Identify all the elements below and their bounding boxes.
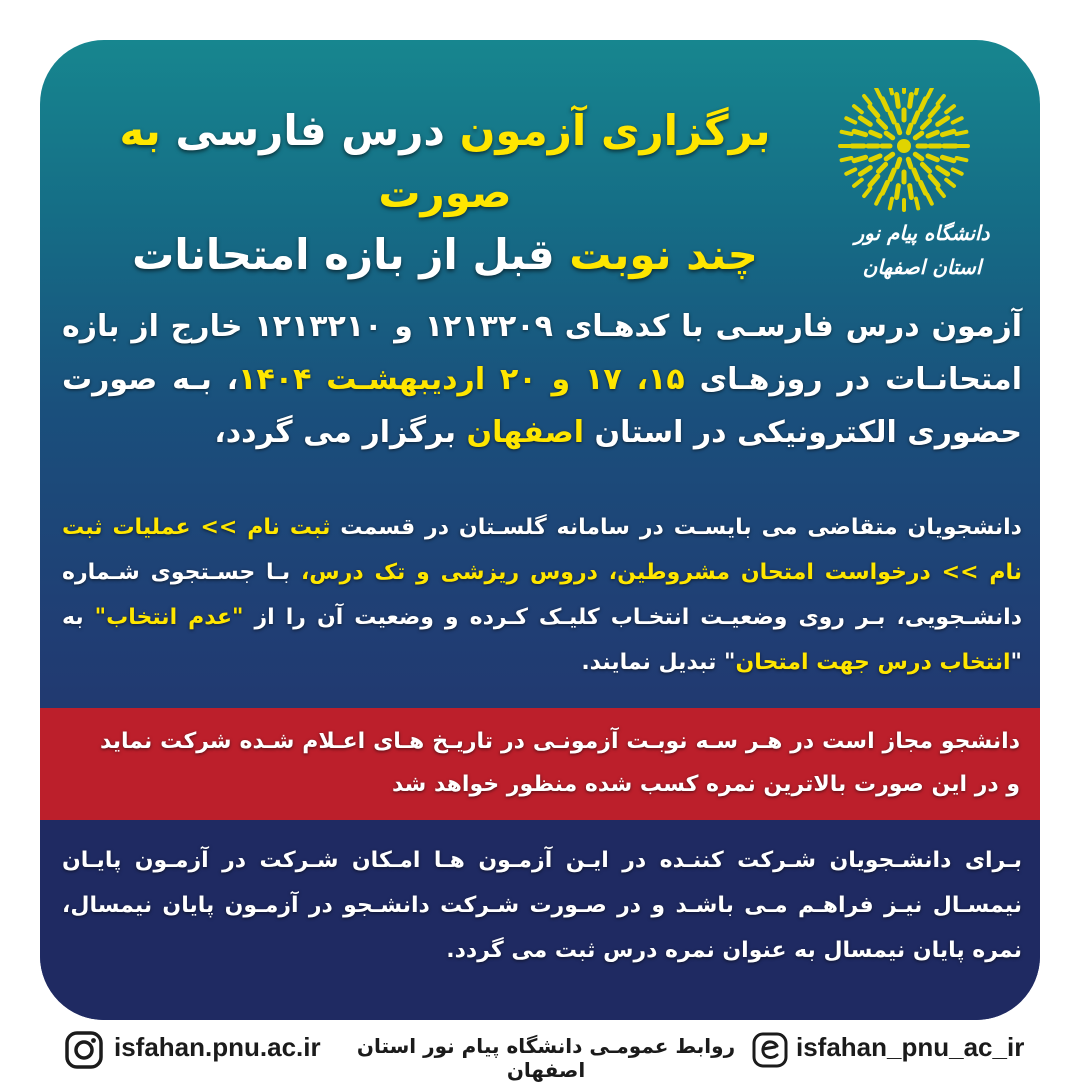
logo-ray: [897, 125, 900, 133]
logo-ray: [890, 199, 892, 209]
final-exam-notice: بـرای دانشـجویان شـرکت کننـده در ایـن آزمـون هـا امـکان شـرکت در آزمـون پایـان نیمسـال نیـز فراهـم مـی باشـد و در صـورت شـرکت دانشـجو در آزمـون پایان نیمسال، نمره پایان نیمسال به عنوان نمره درس ثبت می گردد.: [62, 848, 1022, 963]
page-title: [70, 100, 820, 286]
logo-ray: [942, 157, 954, 160]
logo-ray: [953, 118, 962, 122]
logo-ray: [922, 164, 929, 171]
logo-ray: [879, 121, 886, 128]
logo-ray: [942, 131, 954, 134]
public-relations-label: روابط عمومـی دانشگاه پیام نور استان اصفهان: [356, 1034, 736, 1082]
logo-ray: [957, 132, 967, 134]
title-part: چند نوبت: [569, 230, 758, 279]
logo-ray: [922, 121, 929, 128]
logo-ray: [915, 133, 922, 138]
logo-ray: [910, 95, 912, 107]
logo-ray: [870, 107, 878, 116]
text-segment: آزمون درس فارسـی با کدهـای ۱۲۱۳۲۰۹ و ۱۲۱۳۲۱۰ خارج از بازه امتحانـات در روزهـای: [62, 309, 1022, 397]
title-part: به صورت: [119, 106, 512, 217]
status-selected-for-exam: انتخاب درس جهت امتحان: [735, 650, 1011, 675]
logo-ray: [871, 132, 880, 136]
text-segment: بـا جسـتجوی شـماره دانشـجویی، بـر روی وضعیـت انتخـاب کلیـک کـرده و وضعیت آن را از: [62, 560, 1022, 630]
logo-ray: [846, 169, 855, 173]
logo-ray: [927, 88, 931, 97]
logo-ray: [921, 99, 926, 110]
logo-ray: [938, 188, 944, 196]
logo-ray: [930, 107, 938, 116]
logo-ray: [860, 118, 870, 125]
logo-ray: [928, 132, 937, 136]
exam-dates-paragraph: [62, 300, 1022, 459]
text-segment: ، بـه صورت حضوری الکترونیکی در استان: [62, 362, 1022, 450]
logo-ray: [927, 195, 931, 204]
logo-ray: [882, 99, 887, 110]
logo-ray: [921, 182, 926, 193]
logo-ray: [876, 195, 880, 204]
logo-ray: [886, 154, 893, 159]
title-line-2: [70, 224, 820, 286]
logo-text-line1: دانشگاه پیام نور: [854, 221, 990, 245]
attempt-notice: دانشجو مجاز است در هـر سـه نوبـت آزمونـی در تاریـخ هـای اعـلام شـده شرکت نماید و در این صورت بالاترین نمره کسب شده منظور خواهد شد: [100, 729, 1020, 797]
menu-path-registration: ثبت نام >>: [200, 515, 331, 540]
logo-ray: [890, 88, 892, 93]
logo-ray: [854, 180, 862, 186]
logo-ray: [870, 176, 878, 185]
logo-ray: [886, 133, 893, 138]
title-part: برگزاری: [600, 106, 771, 155]
logo-ray: [890, 113, 894, 122]
logo-ray: [842, 158, 852, 160]
logo-ray: [946, 180, 954, 186]
logo-ray: [854, 131, 866, 134]
logo-ray: [890, 170, 894, 179]
province-name: اصفهان: [466, 415, 585, 450]
logo-ray: [957, 158, 967, 160]
pnu-sunburst-icon: [832, 88, 1012, 288]
logo-ray: [897, 186, 899, 198]
logo-ray: [897, 159, 900, 167]
instagram-handle[interactable]: isfahan.pnu.ac.ir: [114, 1032, 321, 1062]
logo-text-line2: استان اصفهان: [862, 255, 982, 279]
logo-ray: [864, 96, 870, 104]
logo-ray: [953, 169, 962, 173]
logo-ray: [871, 156, 880, 160]
title-line-1: [70, 100, 820, 224]
status-not-selected: "عدم انتخاب": [94, 605, 244, 630]
logo-ray: [910, 186, 912, 198]
title-part: آزمون: [459, 106, 587, 155]
logo-ray: [879, 164, 886, 171]
logo-ray: [908, 125, 911, 133]
logo-ray: [860, 168, 870, 175]
logo-ray: [928, 156, 937, 160]
logo-ray: [930, 176, 938, 185]
logo-ray: [842, 132, 852, 134]
text-segment: برگزار می گردد،: [214, 415, 457, 450]
logo-ray: [914, 170, 918, 179]
text-segment: دانشجویان متقاضی می بایسـت در سامانه گلسـتان در قسمت: [340, 515, 1022, 540]
instagram-icon[interactable]: [64, 1030, 104, 1070]
logo-ray: [864, 188, 870, 196]
logo-ray: [938, 96, 944, 104]
logo-ray: [908, 159, 911, 167]
logo-ray: [854, 157, 866, 160]
logo-ray: [876, 88, 880, 97]
logo-ray: [846, 118, 855, 122]
logo-ray: [897, 95, 899, 107]
university-logo: [832, 88, 1012, 288]
footer: [0, 1022, 1080, 1082]
logo-ray: [882, 182, 887, 193]
logo-ray: [854, 106, 862, 112]
logo-center: [897, 139, 911, 153]
logo-ray: [946, 106, 954, 112]
exam-dates: ۱۵، ۱۷ و ۲۰ اردیبهشـت ۱۴۰۴: [238, 362, 685, 397]
logo-ray: [916, 88, 918, 93]
logo-ray: [915, 154, 922, 159]
eitaa-icon[interactable]: [752, 1032, 788, 1068]
text-segment: به ": [62, 605, 1022, 675]
eitaa-handle[interactable]: isfahan_pnu_ac_ir: [796, 1032, 1025, 1062]
title-part: درس فارسی: [175, 106, 445, 155]
text-segment: " تبدیل نمایند.: [581, 650, 736, 675]
logo-ray: [938, 168, 948, 175]
logo-ray: [914, 113, 918, 122]
menu-path-operations: عملیات ثبت نام >> درخواست امتحان مشروطین، دروس ریزشی و تک درس،: [62, 515, 1022, 585]
logo-ray: [916, 199, 918, 209]
title-part: قبل از بازه امتحانات: [132, 230, 555, 279]
logo-ray: [938, 118, 948, 125]
registration-instructions: [62, 505, 1022, 685]
